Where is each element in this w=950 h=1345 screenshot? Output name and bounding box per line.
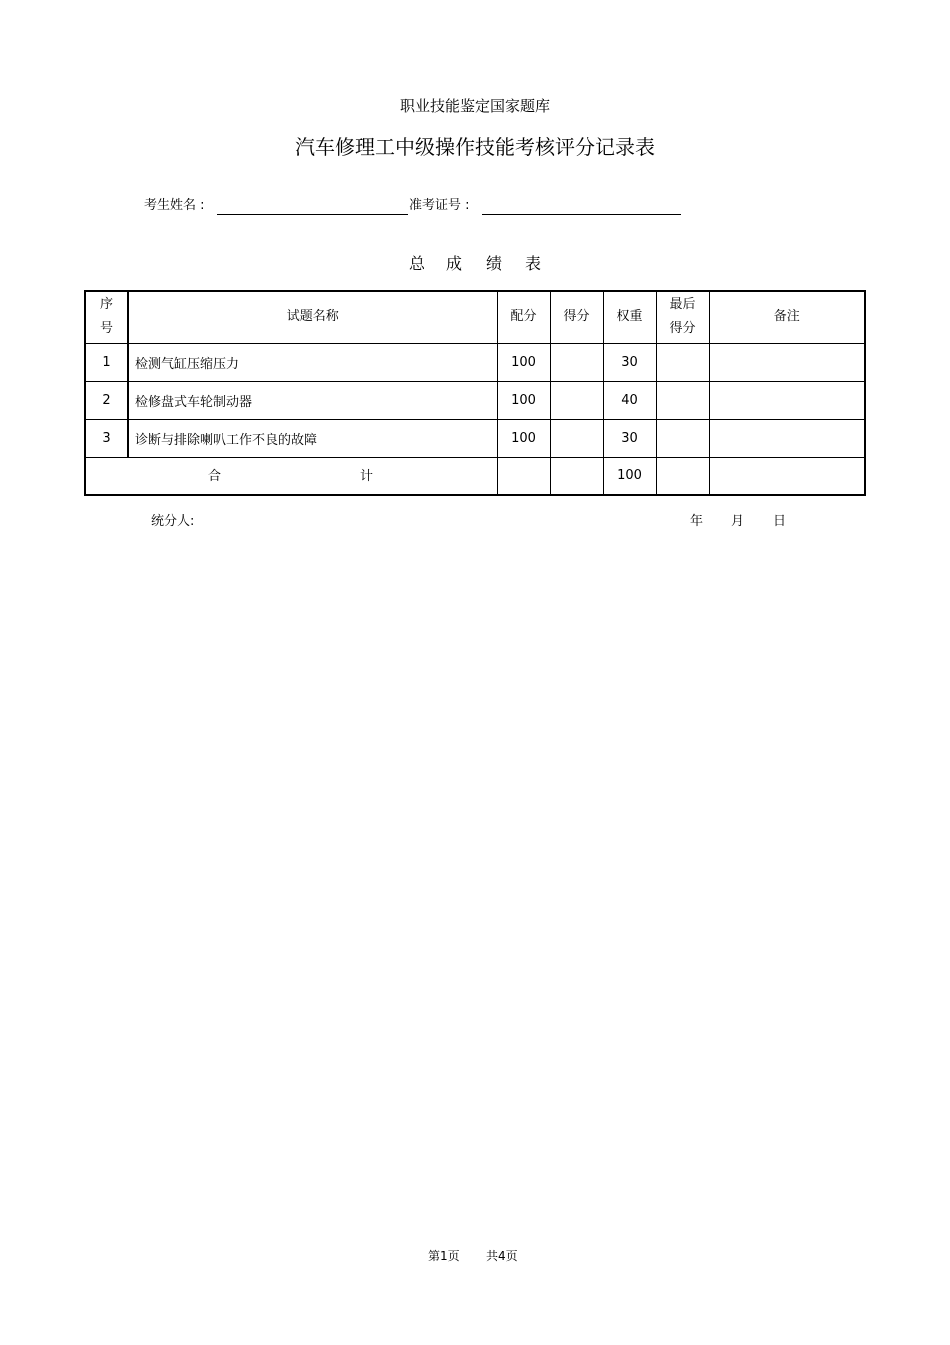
cell-remark xyxy=(709,381,865,419)
total-score xyxy=(550,457,603,495)
cell-name: 检修盘式车轮制动器 xyxy=(128,381,497,419)
cell-remark xyxy=(709,419,865,457)
cell-index: 3 xyxy=(85,419,128,457)
cell-points: 100 xyxy=(497,419,550,457)
section-title-char: 总 xyxy=(409,254,426,273)
cell-final xyxy=(656,343,709,381)
cell-final xyxy=(656,381,709,419)
total-label-left: 合 xyxy=(208,468,222,484)
candidate-name-label: 考生姓名 : xyxy=(144,198,205,213)
header-score: 得分 xyxy=(550,291,603,343)
total-label xyxy=(85,457,497,495)
cell-remark xyxy=(709,343,865,381)
date-month-label: 月 xyxy=(731,514,745,529)
section-title-char: 绩 xyxy=(486,254,503,273)
cell-weight: 40 xyxy=(603,381,656,419)
total-label-right: 计 xyxy=(360,468,374,484)
total-final xyxy=(656,457,709,495)
header-points: 配分 xyxy=(497,291,550,343)
cell-score xyxy=(550,381,603,419)
header-final xyxy=(656,291,709,343)
page-number-total: 共4页 xyxy=(486,1249,518,1263)
header-final-line: 得分 xyxy=(669,321,696,337)
candidate-id-blank xyxy=(482,214,681,215)
table-row xyxy=(85,419,865,457)
score-table xyxy=(84,290,866,496)
header-index-line: 序 xyxy=(99,297,113,313)
cell-weight: 30 xyxy=(603,419,656,457)
cell-index: 2 xyxy=(85,381,128,419)
cell-score xyxy=(550,419,603,457)
cell-name: 检测气缸压缩压力 xyxy=(128,343,497,381)
organization-header: 职业技能鉴定国家题库 xyxy=(399,97,550,115)
scorer-label: 统分人: xyxy=(151,514,195,529)
section-title-char: 成 xyxy=(446,254,463,273)
section-title-char: 表 xyxy=(525,254,542,273)
table-row xyxy=(85,343,865,381)
candidate-id-label: 准考证号 : xyxy=(409,198,470,213)
page-number-current: 第1页 xyxy=(428,1249,460,1263)
header-index-line: 号 xyxy=(99,321,113,337)
table-row xyxy=(85,381,865,419)
header-remark: 备注 xyxy=(709,291,865,343)
header-name: 试题名称 xyxy=(128,291,497,343)
cell-name: 诊断与排除喇叭工作不良的故障 xyxy=(128,419,497,457)
header-index xyxy=(85,291,128,343)
cell-weight: 30 xyxy=(603,343,656,381)
cell-final xyxy=(656,419,709,457)
date-day-label: 日 xyxy=(773,514,787,529)
candidate-name-blank xyxy=(217,214,408,215)
cell-score xyxy=(550,343,603,381)
cell-points: 100 xyxy=(497,343,550,381)
cell-index: 1 xyxy=(85,343,128,381)
table-header-row xyxy=(85,291,865,343)
date-year-label: 年 xyxy=(690,514,704,529)
document-title: 汽车修理工中级操作技能考核评分记录表 xyxy=(295,135,655,159)
cell-points: 100 xyxy=(497,381,550,419)
header-final-line: 最后 xyxy=(669,297,696,313)
total-points xyxy=(497,457,550,495)
header-weight: 权重 xyxy=(603,291,656,343)
table-total-row xyxy=(85,457,865,495)
total-weight: 100 xyxy=(603,457,656,495)
total-remark xyxy=(709,457,865,495)
